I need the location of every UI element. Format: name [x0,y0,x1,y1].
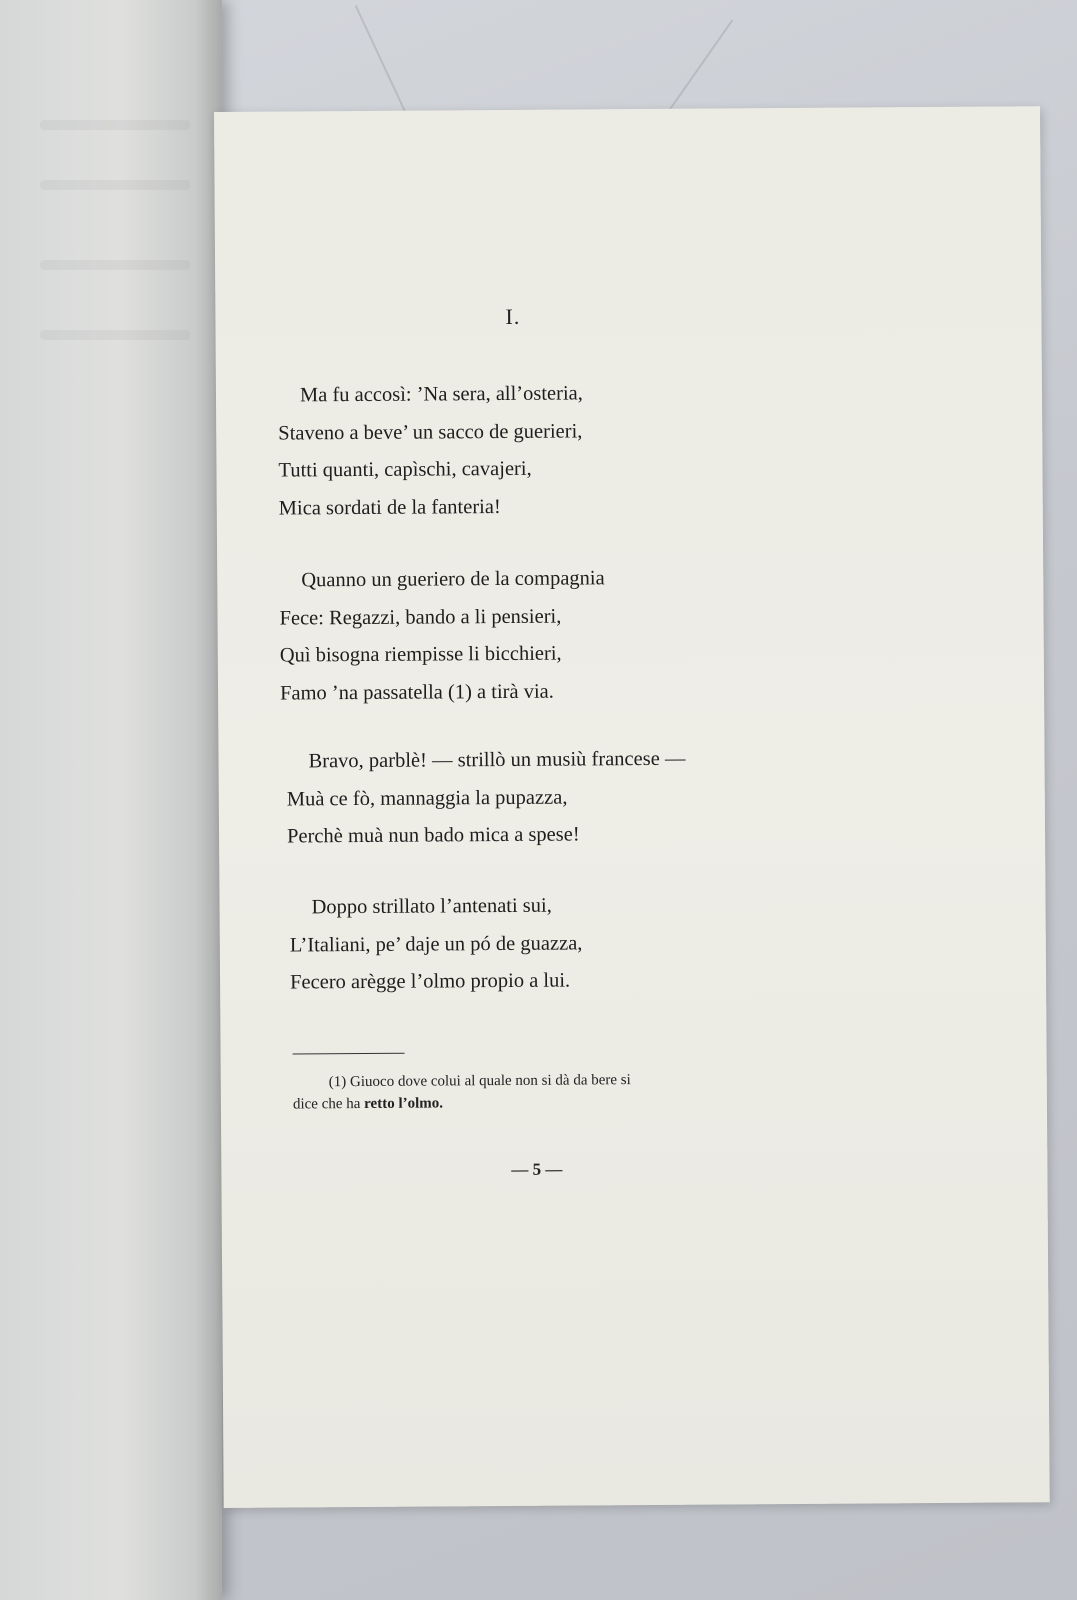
show-through-mark [40,180,190,190]
verse-line: Mica sordati de la fanteria! [278,495,501,520]
footnote-emphasis: retto l’olmo. [364,1095,444,1112]
verse-line: Muà ce fò, mannaggia la pupazza, [286,786,568,811]
verse-line: Staveno a beve’ un sacco de guerieri, [278,419,583,445]
facing-page [0,0,222,1600]
stanza-3 [286,741,686,856]
book-page [214,106,1050,1508]
verse-line: Famo ’na passatella (1) a tirà via. [279,680,554,705]
verse-line: Fecero arègge l’olmo propio a lui. [290,969,571,994]
verse-line: Ma fu accosì: ’Na sera, all’osteria, [299,382,583,407]
footnote-line: (1) Giuoco dove colui al quale non si dà da bere si [328,1072,631,1091]
stanza-1 [278,375,584,527]
verse-line: Quanno un gueriero de la compagnia [301,567,605,592]
show-through-mark [40,260,190,270]
verse-line: Bravo, parblè! — strillò un musiù francese — [308,747,686,773]
footnote-text: dice che ha [292,1095,365,1113]
verse-line: L’Italiani, pe’ daje un pó de guazza, [289,931,583,956]
page-number: — 5 — [511,1159,563,1179]
stanza-2 [279,560,605,712]
footnote [293,1068,793,1115]
footnote-rule [293,1053,405,1055]
verse-line: Doppo strillato l’antenati sui, [311,894,552,919]
show-through-mark [40,330,190,340]
footnote-line [293,1090,793,1115]
show-through-mark [40,120,190,130]
verse-line: Perchè muà nun bado mica a spese! [286,823,580,848]
verse-line: Fece: Regazzi, bando a li pensieri, [279,605,562,630]
section-number: I. [505,303,521,329]
verse-line: Tutti quanti, capìschi, cavajeri, [278,457,532,482]
stanza-4 [289,887,582,1002]
verse-line: Quì bisogna riempisse li bicchieri, [279,642,562,667]
